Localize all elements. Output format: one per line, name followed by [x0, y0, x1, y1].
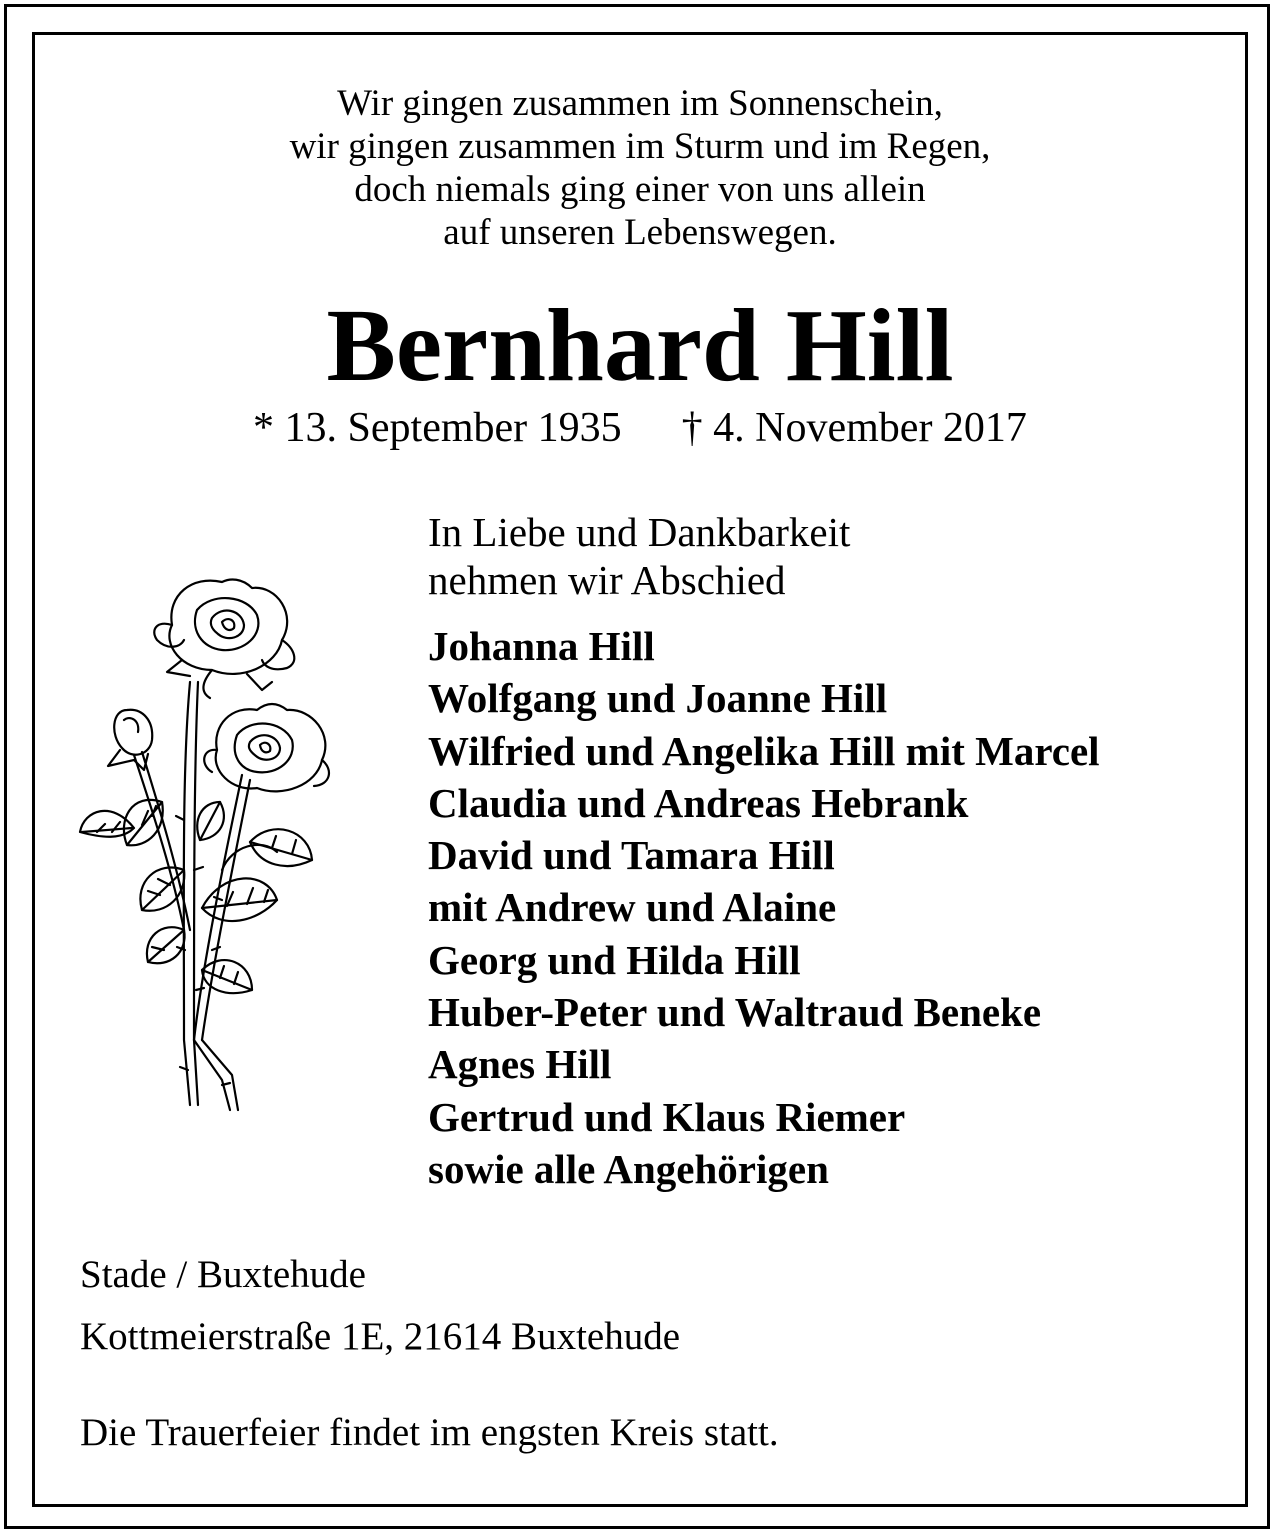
life-dates: [0, 402, 1280, 454]
poem-line: auf unseren Lebenswegen.: [443, 212, 837, 253]
mourner-name: Johanna Hill: [428, 623, 655, 669]
mourner-name: Georg und Hilda Hill: [428, 936, 801, 983]
mourner-name: David und Tamara Hill: [428, 832, 835, 879]
death-date: † 4. November 2017: [681, 405, 1027, 451]
farewell-intro: [428, 508, 850, 604]
place-line: Stade / Buxtehude: [80, 1253, 366, 1296]
deceased-name: Bernhard Hill: [326, 288, 954, 403]
mourner-name: mit Andrew und Alaine: [428, 884, 837, 931]
ceremony-note: Die Trauerfeier findet im engsten Kreis statt.: [80, 1411, 779, 1454]
mourner-name: Gertrud und Klaus Riemer: [428, 1093, 906, 1140]
mourner-name: Huber-Peter und Waltraud Beneke: [428, 989, 1042, 1036]
poem-line: doch niemals ging einer von uns allein: [354, 169, 926, 210]
mourner-name: sowie alle Angehörigen: [428, 1145, 829, 1192]
poem-line: wir gingen zusammen im Sturm und im Regen,: [289, 126, 991, 167]
intro-line: nehmen wir Abschied: [428, 557, 786, 603]
mourner-name: Wolfgang und Joanne Hill: [428, 675, 888, 722]
mourner-name: Claudia und Andreas Hebrank: [428, 779, 969, 826]
poem-line: Wir gingen zusammen im Sonnenschein,: [337, 83, 943, 124]
mourners-list: [428, 620, 1100, 1195]
mourner-name: Wilfried und Angelika Hill mit Marcel: [428, 727, 1100, 774]
birth-date: * 13. September 1935: [253, 405, 622, 451]
intro-line: In Liebe und Dankbarkeit: [428, 509, 851, 555]
rose-bouquet-icon: [72, 570, 342, 1115]
mourner-name: Agnes Hill: [428, 1041, 612, 1088]
memorial-poem: [0, 82, 1280, 254]
address-line: Kottmeierstraße 1E, 21614 Buxtehude: [80, 1315, 681, 1358]
